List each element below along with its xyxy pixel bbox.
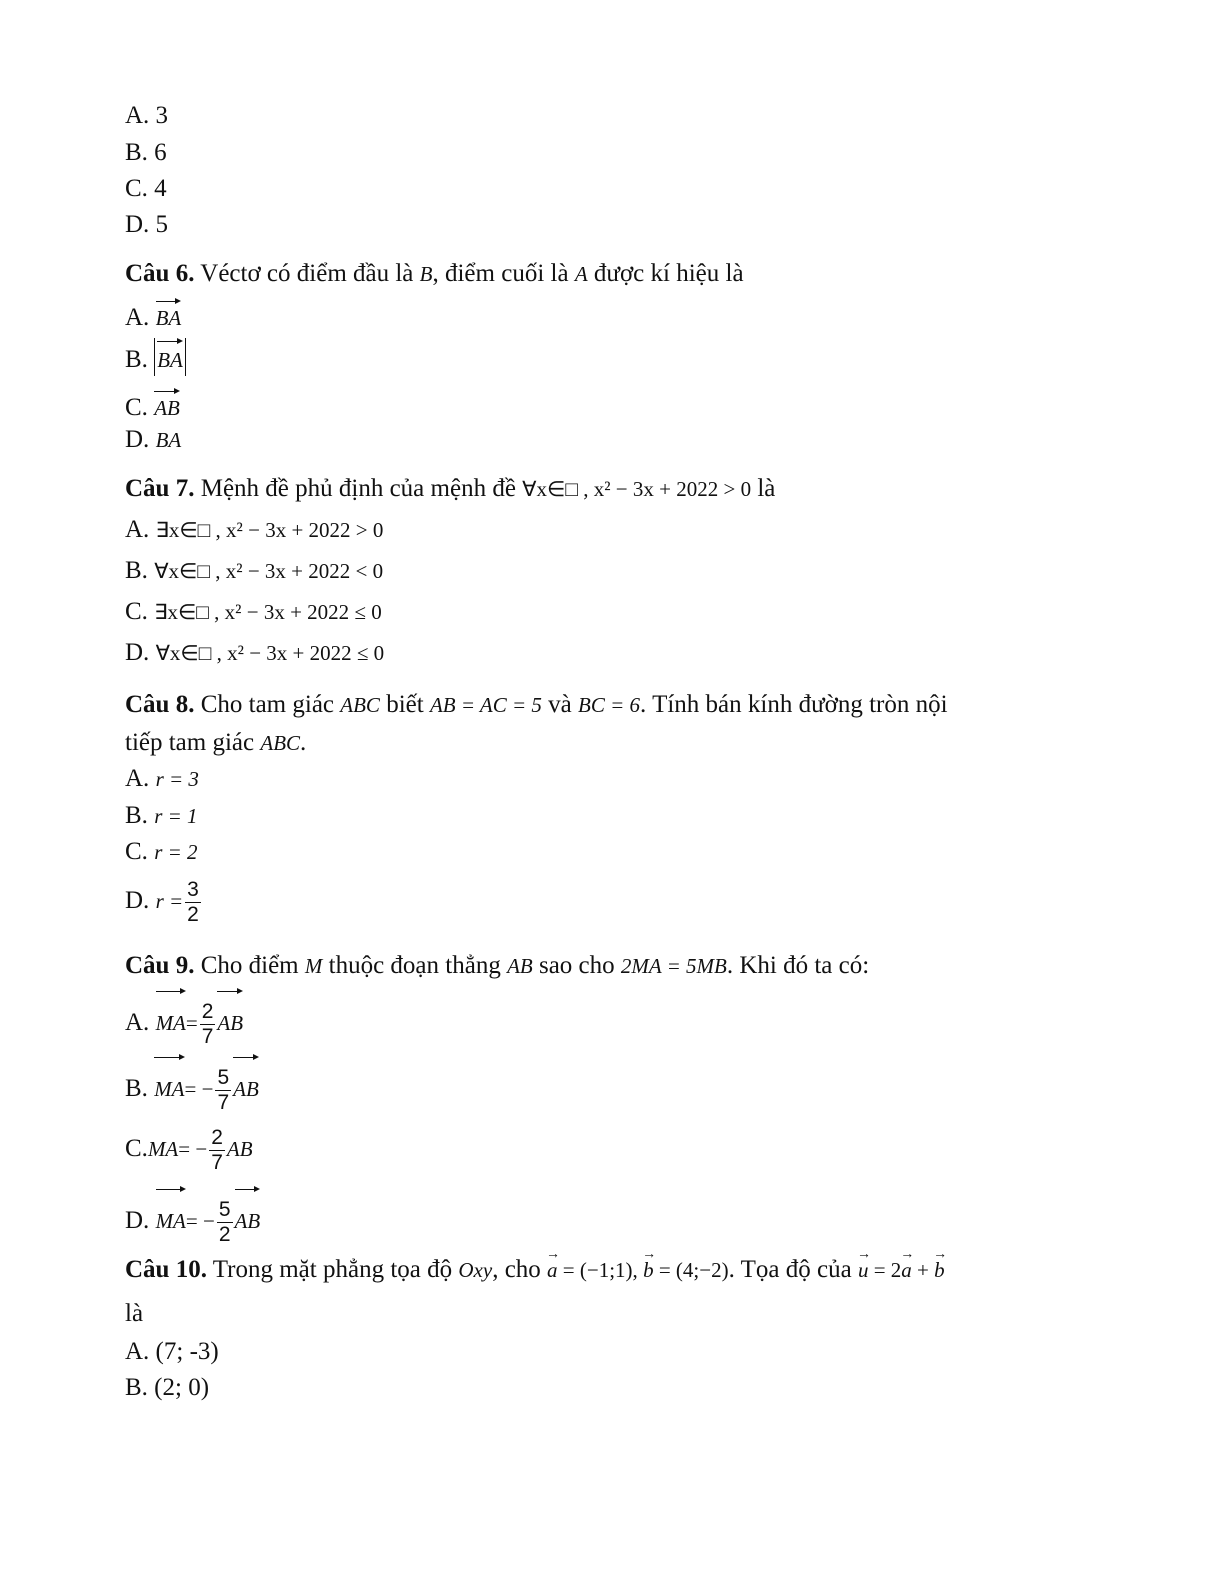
q9-option-b-denominator: 7 [217,1090,230,1114]
q8-option-a-label: A. [125,765,150,792]
q8-option-d-label: D. [125,887,150,914]
q8-eq1: AB = AC = 5 [429,693,542,717]
q5-option-a: A. 3 [125,102,169,129]
q9-segment: AB [507,954,533,978]
q10-stem-line1 [125,1256,945,1284]
q9-option-b-label: B. [125,1075,148,1102]
q10-vector-u-plus: + [911,1258,935,1282]
q6-option-c [125,388,180,422]
q9-option-d [125,1186,260,1250]
q7-text: Mệnh đề phủ định của mệnh đề [194,475,523,502]
q9-option-d-eq: = − [185,1209,215,1233]
q8-option-c-text: r = 2 [154,840,198,864]
q9-text-c: sao cho [532,952,621,979]
q7-option-a-label: A. [125,516,150,543]
q9-option-a-numerator: 2 [201,999,214,1023]
q8-text-b: biết [379,691,430,718]
q8-text-d: . Tính bán kính đường tròn nội [640,691,948,718]
q9-option-a-label: A. [125,1009,150,1036]
q7-proposition: ∀x∈□ , x² − 3x + 2022 > 0 [522,477,752,501]
q6-option-b-vector: BA [157,338,183,376]
q6-text-a: Véctơ có điểm đầu là [194,260,420,287]
q7-option-c [125,598,382,626]
q8-stem-line1 [125,691,948,719]
q9-option-c-label: C. [125,1135,148,1162]
q8-line2-triangle: ABC [260,731,301,755]
q10-vector-b-value: = (4;−2) [653,1258,729,1282]
q9-option-c-lhs: MA [147,1137,179,1161]
q10-label: Câu 10. [125,1256,207,1283]
q9-option-a-lhs: MA [156,988,186,1052]
q5-option-c: C. 4 [125,175,167,202]
q6-text-b: , điểm cuối là [432,260,575,287]
q10-vector-b: → b [643,1256,654,1284]
q10-stem-line2: là [125,1300,144,1327]
q10-plane: Oxy [458,1258,493,1282]
q10-vector-u: → u [858,1256,869,1284]
q8-option-a [125,765,199,793]
q8-label: Câu 8. [125,691,195,718]
q10-vector-u-b: → b [934,1256,945,1284]
q6-option-d-text: BA [155,428,182,452]
q9-option-c-fraction [209,1126,225,1175]
q9-option-c-numerator: 2 [211,1125,223,1149]
q9-option-c-denominator: 7 [211,1150,223,1174]
q7-label: Câu 7. [125,475,195,502]
q7-option-d [125,639,384,667]
q9-option-b-rhs: AB [233,1054,259,1118]
q9-option-d-numerator: 5 [218,1197,231,1221]
q10-option-a: A. (7; -3) [125,1338,219,1365]
q5-option-b: B. 6 [125,139,167,166]
q9-option-b-lhs: MA [154,1054,184,1118]
q9-option-b-fraction [215,1066,231,1115]
q6-option-b [125,338,186,376]
q6-text-c: được kí hiệu là [587,260,744,287]
q9-label: Câu 9. [125,952,195,979]
q6-option-d [125,426,181,454]
q9-option-d-label: D. [125,1207,150,1234]
q6-option-b-label: B. [125,346,148,373]
q6-var-b: B [419,262,433,286]
q7-stem [125,475,775,503]
q7-option-b-label: B. [125,557,148,584]
q9-option-d-fraction [217,1198,233,1247]
q6-option-a [125,298,181,332]
q6-option-c-vector: AB [154,388,180,422]
q9-option-b-eq: = − [184,1077,214,1101]
q8-option-b-label: B. [125,802,148,829]
q9-option-b-numerator: 5 [217,1065,230,1089]
q9-option-c-rhs: AB [226,1137,253,1161]
q6-option-a-label: A. [125,304,150,331]
q8-option-b [125,802,198,830]
q9-option-c-eq: = − [178,1137,208,1161]
q7-option-c-label: C. [125,598,148,625]
q9-var-m: M [304,954,323,978]
q9-text-d: . Khi đó ta có: [726,952,870,979]
q10-text-c: . Tọa độ của [728,1256,858,1283]
q7-option-c-text: ∃x∈□ , x² − 3x + 2022 ≤ 0 [154,600,382,624]
q7-text-end: là [751,475,776,502]
q9-option-a-fraction [200,1000,216,1049]
q6-option-b-abs [154,338,186,376]
q10-vector-u-a: → a [901,1256,912,1284]
q8-option-c-label: C. [125,838,148,865]
q9-option-a-eq: = [185,1011,198,1035]
q7-option-d-text: ∀x∈□ , x² − 3x + 2022 ≤ 0 [155,641,385,665]
q6-label: Câu 6. [125,260,195,287]
q8-line2-end: . [300,729,307,756]
q6-option-d-label: D. [125,426,150,453]
q6-var-a: A [574,262,588,286]
q8-option-c [125,838,198,866]
q8-option-a-text: r = 3 [155,767,199,791]
q8-option-d-denominator: 2 [187,902,199,926]
q10-text-a: Trong mặt phẳng tọa độ [206,1256,459,1283]
q9-stem [125,952,869,980]
q9-option-b [125,1054,259,1118]
q9-option-a-rhs: AB [217,988,243,1052]
q8-option-d [125,872,203,930]
q8-triangle: ABC [340,693,380,717]
q7-option-b [125,557,383,585]
q6-stem [125,260,744,288]
q8-option-d-fraction [185,878,201,927]
q8-option-d-lhs: r = [155,889,184,913]
q10-vector-u-eq: = 2 [868,1258,902,1282]
q9-option-c [125,1120,253,1178]
q9-option-a-denominator: 7 [201,1024,214,1048]
q7-option-b-text: ∀x∈□ , x² − 3x + 2022 < 0 [154,559,384,583]
q6-option-c-label: C. [125,394,148,421]
q7-option-d-label: D. [125,639,150,666]
q8-line2-text: tiếp tam giác [125,729,261,756]
q9-option-d-rhs: AB [235,1186,261,1250]
q8-text-a: Cho tam giác [194,691,341,718]
q8-option-b-text: r = 1 [154,804,198,828]
q9-text-b: thuộc đoạn thẳng [322,952,508,979]
q9-equation: 2MA = 5MB [620,954,727,978]
q7-option-a-text: ∃x∈□ , x² − 3x + 2022 > 0 [155,518,384,542]
q8-eq2: BC = 6 [578,693,641,717]
q8-option-d-numerator: 3 [187,877,199,901]
q9-text-a: Cho điểm [194,952,305,979]
q10-option-b: B. (2; 0) [125,1374,210,1401]
q10-vector-a: → a [547,1256,558,1284]
q8-text-c: và [541,691,579,718]
q8-stem-line2 [125,729,306,757]
q9-option-d-lhs: MA [156,1186,186,1250]
q10-vector-a-value: = (−1;1), [557,1258,644,1282]
q9-option-a [125,988,243,1052]
q10-text-b: , cho [492,1256,548,1283]
q5-option-d: D. 5 [125,211,169,238]
q7-option-a [125,516,383,544]
q9-option-d-denominator: 2 [218,1222,231,1246]
q6-option-a-vector: BA [156,298,182,332]
